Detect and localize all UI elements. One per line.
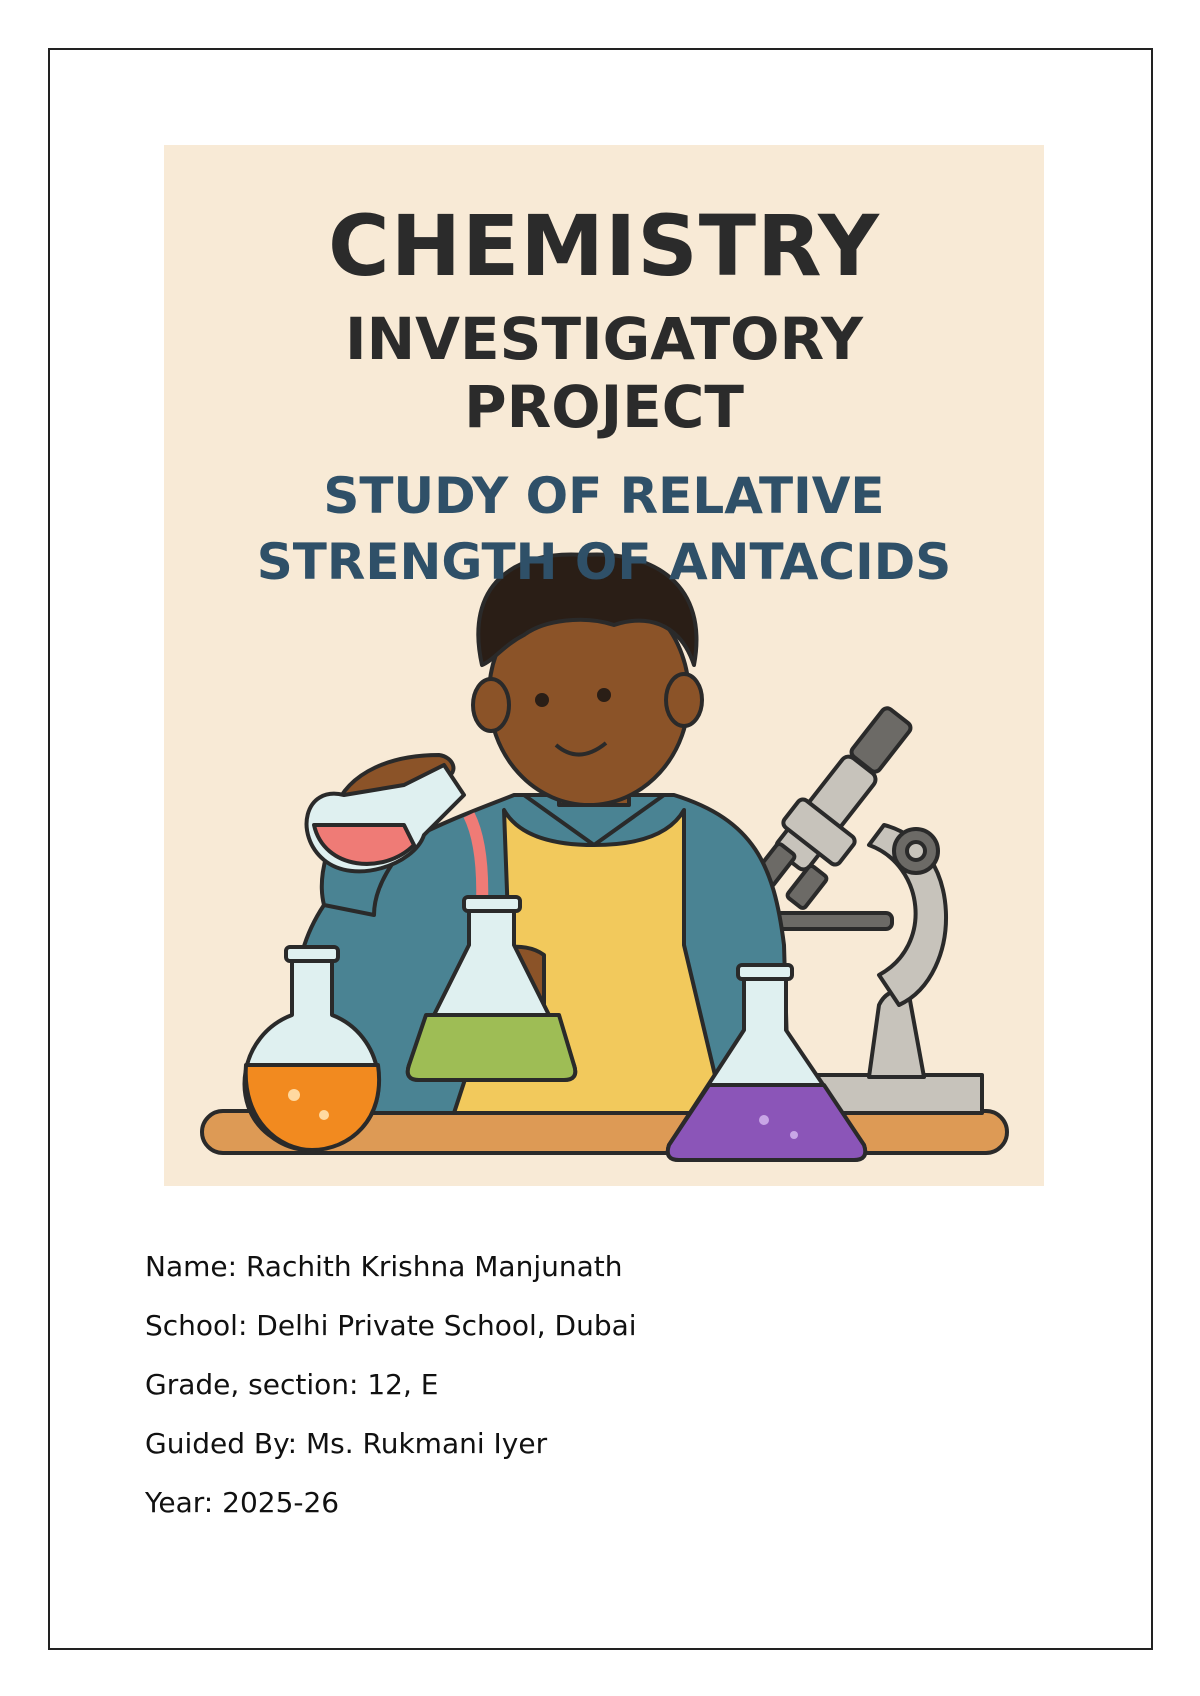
- topic-line2: STRENGTH OF ANTACIDS: [256, 533, 952, 591]
- school-name: School: Delhi Private School, Dubai: [145, 1309, 637, 1342]
- grade-section: Grade, section: 12, E: [145, 1368, 439, 1401]
- cover-illustration: [164, 145, 1044, 1186]
- cover-subtitle-line1: INVESTIGATORY: [345, 305, 863, 373]
- project-year: Year: 2025-26: [145, 1486, 340, 1519]
- guide-name: Guided By: Ms. Rukmani Iyer: [145, 1427, 548, 1460]
- student-name: Name: Rachith Krishna Manjunath: [145, 1250, 623, 1283]
- chemistry-student-illustration: [164, 145, 1044, 1186]
- cover-title: CHEMISTRY: [328, 197, 880, 295]
- topic-line1: STUDY OF RELATIVE: [323, 467, 885, 525]
- cover-subtitle-line2: PROJECT: [464, 373, 744, 441]
- student-details: [145, 1248, 637, 1543]
